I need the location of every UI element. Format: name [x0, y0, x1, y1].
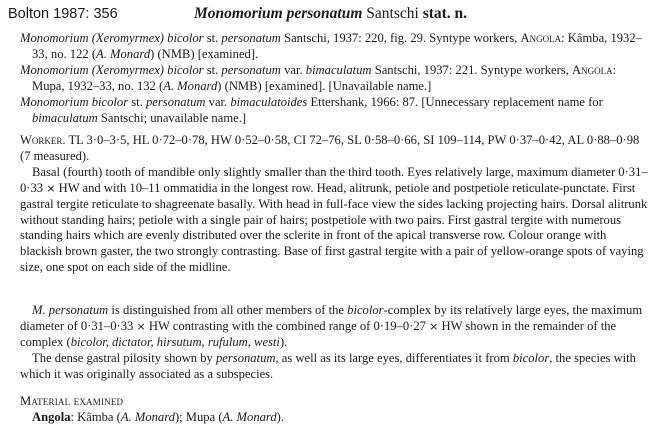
page-header: [8, 4, 468, 24]
material-localities: Angola: Kâmba (A. Monard); Mupa (A. Monard).: [32, 409, 284, 424]
discussion-paragraph: M. personatum is distinguished from all other members of the bicolor-complex by its relatively large eyes, the maximum diameter of 0·31–0·33 × HW contrasting with the combined range of 0·19–0·27 × HW shown in the remainder of the complex (bicolor, dictator, hirsutum, rufulum, westi).: [20, 303, 643, 349]
synonymy-entry: Monomorium bicolor st. personatum var. bimaculatoides Ettershank, 1966: 87. [Unnecessary replacement name for bimaculatum Santschi; unavailable name.]: [20, 94, 603, 125]
taxon-author: Santschi: [366, 5, 419, 22]
worker-diagnosis: Basal (fourth) tooth of mandible only slightly smaller than the third tooth. Eyes relatively large, maximum diameter 0·31–0·33 × HW and with 10–11 ommatidia in the longest row. Head, alitrunk, petiole and postpetiole reticulate-punctate. First gastral tergite reticulate to shagreenate basally. With head in full-face view the sides lacking projecting hairs. Dorsal alitrunk without standing hairs; petiole with a single pair of hairs; postpetiole with two pairs. First gastral tergite with numerous standing hairs which are evenly distributed over the sclerite in front of the apical transverse row. Colour orange with blackish brown gaster, the two strongly contrasting. Base of first gastral tergite with a pair of yellow-orange spots of vaying size, one spot on each side of the midline.: [20, 164, 648, 275]
taxon-status: stat. n.: [422, 5, 468, 22]
discussion-paragraph: The dense gastral pilosity shown by personatum, as well as its large eyes, differentiates it from bicolor, the species with which it was originally associated as a subspecies.: [20, 350, 636, 381]
synonymy-list: [20, 31, 650, 126]
worker-description: [20, 133, 650, 276]
taxon-title: [194, 4, 467, 23]
material-heading: Material examined: [20, 394, 124, 408]
material-examined: [20, 394, 650, 426]
synonymy-entry: Monomorium (Xeromyrmex) bicolor st. personatum Santschi, 1937: 220, fig. 29. Syntype workers, Angola: Kâmba, 1932–33, no. 122 (A. Monard) (NMB) [examined].: [20, 31, 642, 61]
citation: Bolton 1987: 356: [8, 6, 118, 22]
discussion: [20, 303, 650, 383]
taxon-name: Monomorium personatum: [194, 5, 363, 22]
synonymy-entry: Monomorium (Xeromyrmex) bicolor st. personatum var. bimaculatum Santschi, 1937: 221. Syntype workers, Angola: Mupa, 1932–33, no. 132 (A. Monard) (NMB) [examined]. [Unavailable name.]: [20, 62, 617, 93]
worker-measurements: Worker. TL 3·0–3·5, HL 0·72–0·78, HW 0·52–0·58, CI 72–76, SL 0·58–0·66, SI 109–114, PW 0·37–0·42, AL 0·88–0·98 (7 measured).: [20, 133, 640, 163]
